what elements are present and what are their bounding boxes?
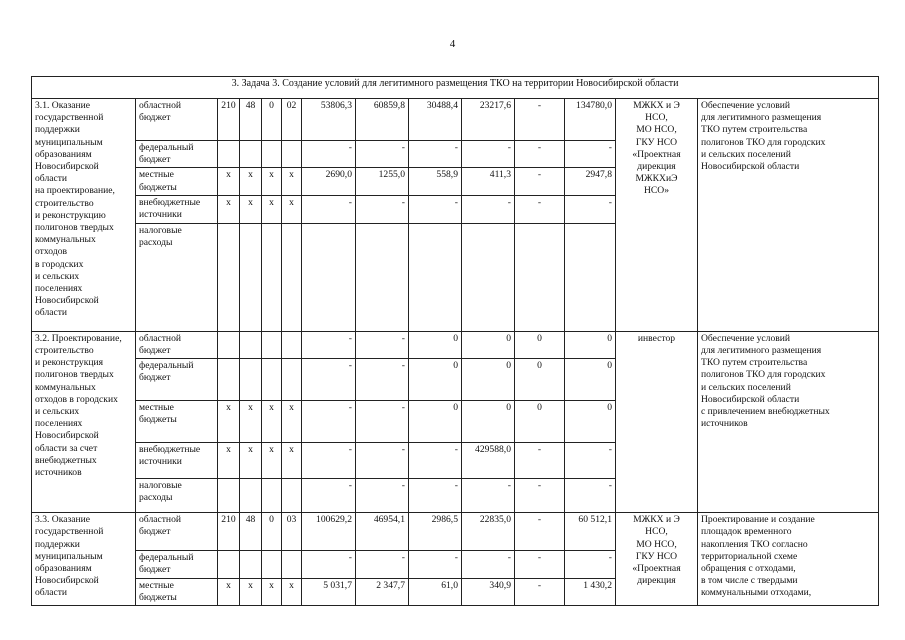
value-5-cell: 0 xyxy=(515,401,565,443)
value-5-cell: - xyxy=(515,443,565,479)
value-1-cell: 2690,0 xyxy=(302,168,356,195)
task-name: 3.3. Оказание государственной поддержки муниципальным образованиям Новосибирской области xyxy=(32,513,136,606)
code-1-cell: x xyxy=(218,578,240,605)
funding-source: налоговые расходы xyxy=(136,223,218,331)
total-cell: - xyxy=(565,141,616,168)
code-3-cell: x xyxy=(262,401,282,443)
value-2-cell xyxy=(356,223,409,331)
page-number: 4 xyxy=(449,38,456,50)
value-4-cell: 0 xyxy=(462,359,515,401)
code-4-cell: x xyxy=(282,443,302,479)
value-2-cell: - xyxy=(356,479,409,513)
code-1-cell xyxy=(218,551,240,578)
code-4-cell xyxy=(282,359,302,401)
task-name: 3.1. Оказание государственной поддержки муниципальным образованиям Новосибирской области на проектирование, строительство и реконструкцию полигонов твердых коммунальных отходов в городских и сельских поселениях Новосибирской области xyxy=(32,99,136,332)
value-1-cell: - xyxy=(302,359,356,401)
executor: МЖКХ и Э НСО, МО НСО, ГКУ НСО «Проектная дирекция xyxy=(616,513,698,606)
section-title: 3. Задача 3. Создание условий для легитимного размещения ТКО на территории Новосибирской области xyxy=(32,77,879,99)
code-4-cell xyxy=(282,141,302,168)
total-cell: 134780,0 xyxy=(565,99,616,141)
code-2-cell: x xyxy=(240,168,262,195)
value-2-cell: - xyxy=(356,331,409,358)
code-2-cell xyxy=(240,551,262,578)
value-5-cell xyxy=(515,223,565,331)
code-2-cell: 48 xyxy=(240,99,262,141)
funding-source: местные бюджеты xyxy=(136,168,218,195)
value-4-cell xyxy=(462,223,515,331)
value-5-cell: - xyxy=(515,513,565,551)
value-1-cell: - xyxy=(302,141,356,168)
value-4-cell: 23217,6 xyxy=(462,99,515,141)
code-1-cell: x xyxy=(218,195,240,223)
value-1-cell: 100629,2 xyxy=(302,513,356,551)
section-header-row xyxy=(32,77,879,99)
code-1-cell: x xyxy=(218,401,240,443)
value-1-cell: 53806,3 xyxy=(302,99,356,141)
code-1-cell xyxy=(218,223,240,331)
code-1-cell: x xyxy=(218,168,240,195)
value-3-cell: - xyxy=(409,141,462,168)
value-1-cell: - xyxy=(302,551,356,578)
funding-source: внебюджетные источники xyxy=(136,443,218,479)
funding-source: федеральный бюджет xyxy=(136,141,218,168)
value-3-cell: - xyxy=(409,479,462,513)
code-4-cell xyxy=(282,223,302,331)
funding-row xyxy=(32,331,879,358)
code-3-cell: x xyxy=(262,195,282,223)
value-5-cell: 0 xyxy=(515,359,565,401)
value-4-cell: 22835,0 xyxy=(462,513,515,551)
value-5-cell: - xyxy=(515,479,565,513)
code-3-cell: 0 xyxy=(262,99,282,141)
funding-source: областной бюджет xyxy=(136,99,218,141)
total-cell: 0 xyxy=(565,359,616,401)
value-5-cell: - xyxy=(515,195,565,223)
expected-result: Обеспечение условий для легитимного размещения ТКО путем строительства полигонов ТКО для городских и сельских поселений Новосибирской области с привлечением внебюджетных источников xyxy=(698,331,879,512)
value-4-cell: 340,9 xyxy=(462,578,515,605)
value-3-cell: - xyxy=(409,195,462,223)
value-3-cell: 2986,5 xyxy=(409,513,462,551)
value-1-cell: - xyxy=(302,331,356,358)
value-3-cell: - xyxy=(409,551,462,578)
funding-source: налоговые расходы xyxy=(136,479,218,513)
code-3-cell xyxy=(262,359,282,401)
code-4-cell: x xyxy=(282,168,302,195)
code-1-cell xyxy=(218,359,240,401)
code-4-cell xyxy=(282,551,302,578)
total-cell: 0 xyxy=(565,401,616,443)
executor: МЖКХ и Э НСО, МО НСО, ГКУ НСО «Проектная дирекция МЖКХиЭ НСО» xyxy=(616,99,698,332)
code-3-cell xyxy=(262,551,282,578)
funding-source: федеральный бюджет xyxy=(136,359,218,401)
total-cell: 2947,8 xyxy=(565,168,616,195)
value-3-cell: 0 xyxy=(409,401,462,443)
code-3-cell xyxy=(262,479,282,513)
funding-row xyxy=(32,99,879,141)
value-2-cell: - xyxy=(356,443,409,479)
code-2-cell: 48 xyxy=(240,513,262,551)
value-1-cell: - xyxy=(302,443,356,479)
value-3-cell: - xyxy=(409,443,462,479)
code-1-cell: x xyxy=(218,443,240,479)
total-cell: - xyxy=(565,551,616,578)
code-4-cell: x xyxy=(282,401,302,443)
value-4-cell: - xyxy=(462,195,515,223)
code-3-cell: x xyxy=(262,578,282,605)
value-2-cell: 2 347,7 xyxy=(356,578,409,605)
value-5-cell: - xyxy=(515,551,565,578)
value-5-cell: - xyxy=(515,141,565,168)
code-4-cell: 02 xyxy=(282,99,302,141)
code-2-cell xyxy=(240,479,262,513)
total-cell: 60 512,1 xyxy=(565,513,616,551)
code-2-cell xyxy=(240,141,262,168)
code-4-cell: x xyxy=(282,578,302,605)
value-4-cell: 411,3 xyxy=(462,168,515,195)
value-3-cell: 61,0 xyxy=(409,578,462,605)
value-2-cell: 1255,0 xyxy=(356,168,409,195)
code-2-cell: x xyxy=(240,443,262,479)
value-3-cell: 0 xyxy=(409,359,462,401)
value-4-cell: 0 xyxy=(462,331,515,358)
value-5-cell: - xyxy=(515,99,565,141)
total-cell: - xyxy=(565,443,616,479)
value-1-cell xyxy=(302,223,356,331)
code-2-cell: x xyxy=(240,578,262,605)
code-2-cell xyxy=(240,223,262,331)
value-4-cell: 0 xyxy=(462,401,515,443)
value-4-cell: - xyxy=(462,551,515,578)
value-1-cell: - xyxy=(302,401,356,443)
funding-row xyxy=(32,513,879,551)
task-name: 3.2. Проектирование, строительство и реконструкция полигонов твердых коммунальных отходов в городских и сельских поселениях Новосибирской области за счет внебюджетных источников xyxy=(32,331,136,512)
code-2-cell xyxy=(240,359,262,401)
total-cell: - xyxy=(565,195,616,223)
funding-source: федеральный бюджет xyxy=(136,551,218,578)
value-3-cell: 30488,4 xyxy=(409,99,462,141)
code-4-cell xyxy=(282,331,302,358)
code-3-cell xyxy=(262,223,282,331)
funding-source: внебюджетные источники xyxy=(136,195,218,223)
code-1-cell: 210 xyxy=(218,99,240,141)
value-2-cell: - xyxy=(356,551,409,578)
expected-result: Проектирование и создание площадок временного накопления ТКО согласно территориальной схеме обращения с отходами, в том числе с твердыми коммунальными отходами, xyxy=(698,513,879,606)
value-5-cell: 0 xyxy=(515,331,565,358)
code-4-cell xyxy=(282,479,302,513)
value-3-cell xyxy=(409,223,462,331)
code-3-cell: x xyxy=(262,443,282,479)
total-cell xyxy=(565,223,616,331)
value-1-cell: - xyxy=(302,479,356,513)
code-2-cell: x xyxy=(240,401,262,443)
value-2-cell: - xyxy=(356,359,409,401)
code-1-cell xyxy=(218,141,240,168)
value-2-cell: 46954,1 xyxy=(356,513,409,551)
value-1-cell: 5 031,7 xyxy=(302,578,356,605)
code-2-cell: x xyxy=(240,195,262,223)
code-3-cell: 0 xyxy=(262,513,282,551)
value-5-cell: - xyxy=(515,168,565,195)
funding-source: областной бюджет xyxy=(136,331,218,358)
code-2-cell xyxy=(240,331,262,358)
funding-source: областной бюджет xyxy=(136,513,218,551)
value-4-cell: 429588,0 xyxy=(462,443,515,479)
code-1-cell: 210 xyxy=(218,513,240,551)
value-3-cell: 558,9 xyxy=(409,168,462,195)
value-5-cell: - xyxy=(515,578,565,605)
program-table xyxy=(31,76,879,606)
funding-source: местные бюджеты xyxy=(136,401,218,443)
code-4-cell: x xyxy=(282,195,302,223)
code-1-cell xyxy=(218,479,240,513)
value-2-cell: - xyxy=(356,401,409,443)
value-2-cell: - xyxy=(356,195,409,223)
code-3-cell: x xyxy=(262,168,282,195)
code-3-cell xyxy=(262,331,282,358)
value-4-cell: - xyxy=(462,479,515,513)
value-4-cell: - xyxy=(462,141,515,168)
value-1-cell: - xyxy=(302,195,356,223)
code-1-cell xyxy=(218,331,240,358)
value-2-cell: - xyxy=(356,141,409,168)
code-3-cell xyxy=(262,141,282,168)
value-3-cell: 0 xyxy=(409,331,462,358)
total-cell: - xyxy=(565,479,616,513)
value-2-cell: 60859,8 xyxy=(356,99,409,141)
table-body xyxy=(32,99,879,606)
total-cell: 1 430,2 xyxy=(565,578,616,605)
total-cell: 0 xyxy=(565,331,616,358)
expected-result: Обеспечение условий для легитимного размещения ТКО путем строительства полигонов ТКО для городских и сельских поселений Новосибирской области xyxy=(698,99,879,332)
executor: инвестор xyxy=(616,331,698,512)
funding-source: местные бюджеты xyxy=(136,578,218,605)
code-4-cell: 03 xyxy=(282,513,302,551)
